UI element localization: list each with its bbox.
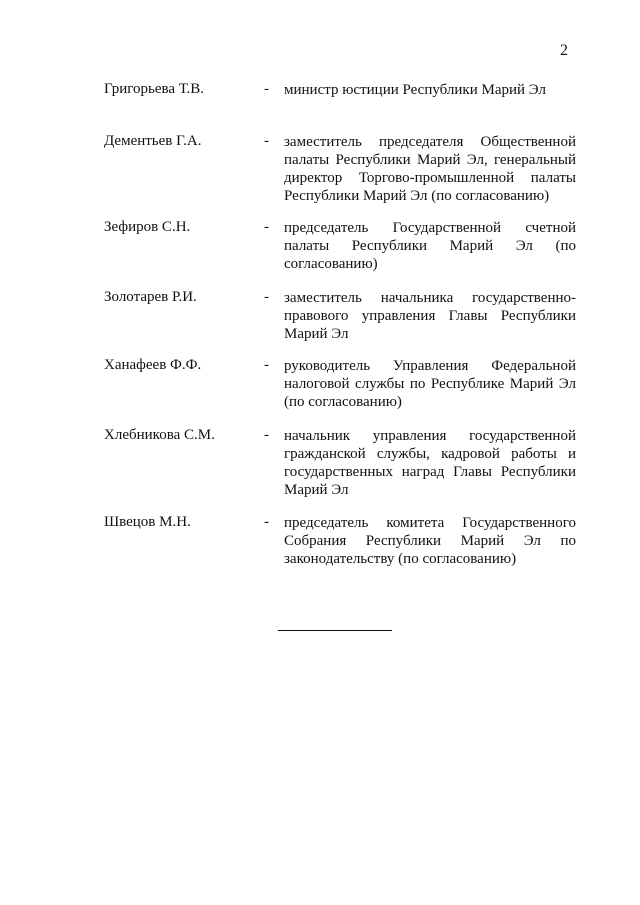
person-role: заместитель начальника государственно-правового управления Главы Республики Марий Эл bbox=[284, 290, 576, 342]
person-role: начальник управления государственной гражданской службы, кадровой работы и государственных наград Главы Республики Марий Эл bbox=[284, 428, 576, 498]
dash: - bbox=[264, 133, 269, 149]
person-name: Золотарев Р.И. bbox=[104, 289, 197, 305]
dash: - bbox=[264, 514, 269, 530]
dash: - bbox=[264, 81, 269, 97]
person-role: председатель Государственной счетной палаты Республики Марий Эл (по согласованию) bbox=[284, 220, 576, 272]
closing-separator-line bbox=[278, 630, 392, 631]
dash: - bbox=[264, 357, 269, 373]
person-name: Зефиров С.Н. bbox=[104, 219, 191, 235]
person-role: министр юстиции Республики Марий Эл bbox=[284, 82, 546, 98]
person-role: заместитель председателя Общественной палаты Республики Марий Эл, генеральный директор Торгово-промышленной палаты Республики Марий Эл (по согласованию) bbox=[284, 134, 576, 204]
person-name: Хлебникова С.М. bbox=[104, 427, 215, 443]
page-number: 2 bbox=[560, 42, 568, 59]
dash: - bbox=[264, 219, 269, 235]
person-name: Швецов М.Н. bbox=[104, 514, 191, 530]
person-role: руководитель Управления Федеральной налоговой службы по Республике Марий Эл (по согласованию) bbox=[284, 358, 576, 410]
person-role: председатель комитета Государственного Собрания Республики Марий Эл по законодательству (по согласованию) bbox=[284, 515, 576, 567]
person-name: Ханафеев Ф.Ф. bbox=[104, 357, 202, 373]
person-name: Дементьев Г.А. bbox=[104, 133, 202, 149]
dash: - bbox=[264, 427, 269, 443]
dash: - bbox=[264, 289, 269, 305]
person-name: Григорьева Т.В. bbox=[104, 81, 204, 97]
